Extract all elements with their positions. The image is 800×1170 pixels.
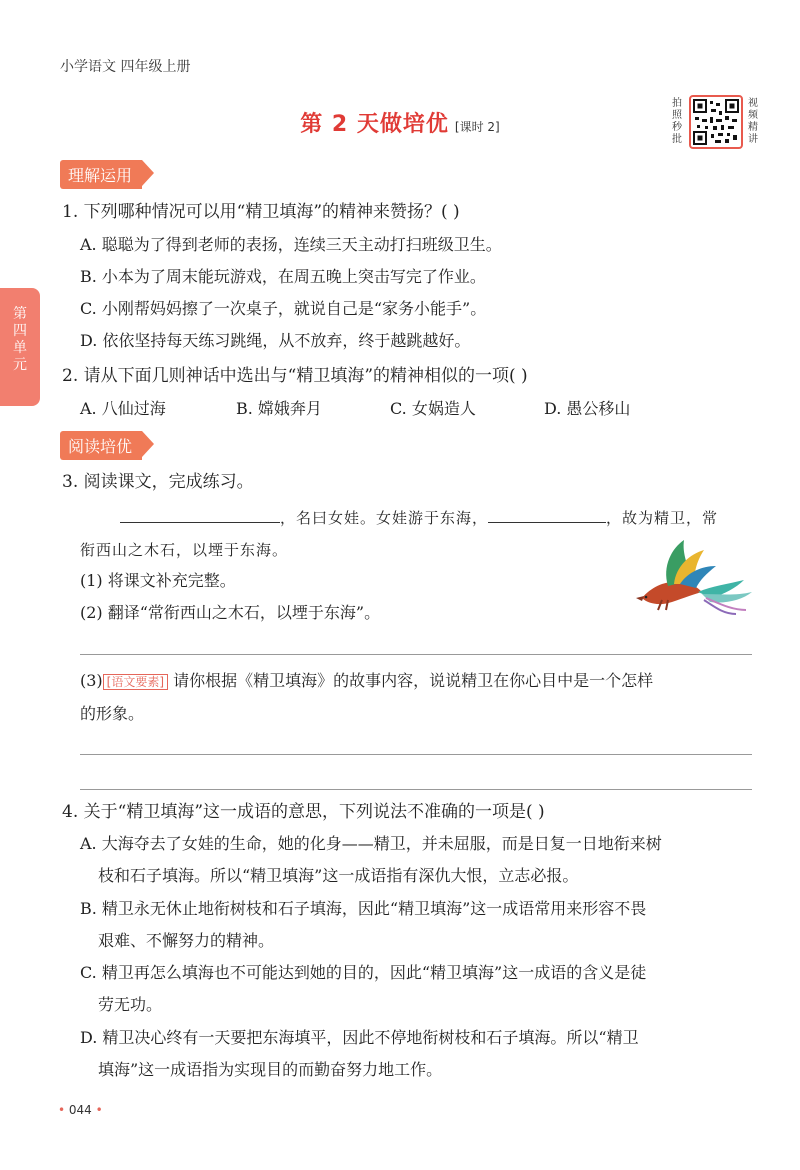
- question-4-option-b-cont: 艰难、不懈努力的精神。: [98, 931, 275, 950]
- question-1-option-b[interactable]: B. 小本为了周末能玩游戏，在周五晚上突击写完了作业。: [80, 267, 486, 286]
- question-2-option-a[interactable]: A. 八仙过海: [80, 399, 166, 418]
- classic-text-line-2: 衔西山之木石，以堙于东海。: [80, 541, 289, 559]
- question-2-option-d[interactable]: D. 愚公移山: [544, 399, 631, 418]
- question-4-option-c[interactable]: C. 精卫再怎么填海也不可能达到她的目的，因此“精卫填海”这一成语的含义是徒: [80, 963, 647, 982]
- classic-text-line-1: ，名曰女娃。女娃游于东海， ，故为精卫，常: [120, 506, 718, 530]
- answer-line[interactable]: [80, 654, 752, 655]
- question-2-option-b[interactable]: B. 嫦娥奔月: [236, 399, 322, 418]
- question-4-option-a-cont: 枝和石子填海。所以“精卫填海”这一成语指有深仇大恨，立志必报。: [98, 866, 579, 885]
- section-badge-label: 阅读培优: [60, 431, 142, 460]
- section-badge-label: 理解运用: [60, 160, 142, 189]
- question-3-stem: 3. 阅读课文，完成练习。: [62, 472, 254, 492]
- jingwei-bird-illustration: [632, 536, 757, 616]
- title-day: 第 2 天: [300, 112, 380, 137]
- fill-blank-2[interactable]: [488, 506, 606, 523]
- section-badge-understand: [60, 160, 142, 189]
- fill-blank-1[interactable]: [120, 506, 280, 523]
- question-4-option-d[interactable]: D. 精卫决心终有一天要把东海填平，因此不停地衔树枝和石子填海。所以“精卫: [80, 1028, 639, 1047]
- question-1-stem: 1. 下列哪种情况可以用“精卫填海”的精神来赞扬？( ): [62, 202, 460, 222]
- question-3-sub-2: (2) 翻译“常衔西山之木石，以堙于东海”。: [80, 603, 381, 622]
- question-4-option-d-cont: 填海”这一成语指为实现目的而勤奋努力地工作。: [98, 1060, 443, 1079]
- unit-side-tab: [0, 288, 40, 406]
- yuwen-yaosu-tag: [语文要素]: [103, 674, 168, 690]
- question-3-sub-3-cont: 的形象。: [80, 704, 145, 723]
- qr-right-label: 视频精讲: [748, 98, 758, 145]
- answer-line[interactable]: [80, 754, 752, 755]
- qr-panel: [672, 95, 762, 151]
- question-1-option-d[interactable]: D. 依依坚持每天练习跳绳，从不放弃，终于越跳越好。: [80, 331, 471, 350]
- unit-side-tab-label: 第四单元: [13, 306, 27, 373]
- question-4-option-a[interactable]: A. 大海夺去了女娃的生命，她的化身——精卫，并未屈服，而是日复一日地衔来树: [80, 834, 662, 853]
- question-1-option-c[interactable]: C. 小刚帮妈妈擦了一次桌子，就说自己是“家务小能手”。: [80, 299, 487, 318]
- question-2-stem: 2. 请从下面几则神话中选出与“精卫填海”的精神相似的一项( ): [62, 366, 528, 386]
- section-badge-reading: [60, 431, 142, 460]
- question-4-option-c-cont: 劳无功。: [98, 995, 163, 1014]
- page-number: • 044 •: [58, 1103, 103, 1117]
- question-1-option-a[interactable]: A. 聪聪为了得到老师的表扬，连续三天主动打扫班级卫生。: [80, 235, 502, 254]
- question-2-option-c[interactable]: C. 女娲造人: [390, 399, 476, 418]
- qr-left-label: 拍照秒批: [672, 98, 682, 145]
- title-main: 做培优: [379, 112, 449, 137]
- question-3-sub-1: (1) 将课文补充完整。: [80, 571, 236, 590]
- question-3-sub-3: (3) [语文要素] 请你根据《精卫填海》的故事内容，说说精卫在你心目中是一个怎样: [80, 671, 654, 690]
- question-4-stem: 4. 关于“精卫填海”这一成语的意思，下列说法不准确的一项是( ): [62, 802, 545, 822]
- book-header: 小学语文 四年级上册: [60, 59, 191, 75]
- question-4-option-b[interactable]: B. 精卫永无休止地衔树枝和石子填海，因此“精卫填海”这一成语常用来形容不畏: [80, 899, 647, 918]
- lesson-tag: [课时 2]: [454, 120, 500, 134]
- qr-code-icon[interactable]: [689, 95, 743, 149]
- answer-line[interactable]: [80, 789, 752, 790]
